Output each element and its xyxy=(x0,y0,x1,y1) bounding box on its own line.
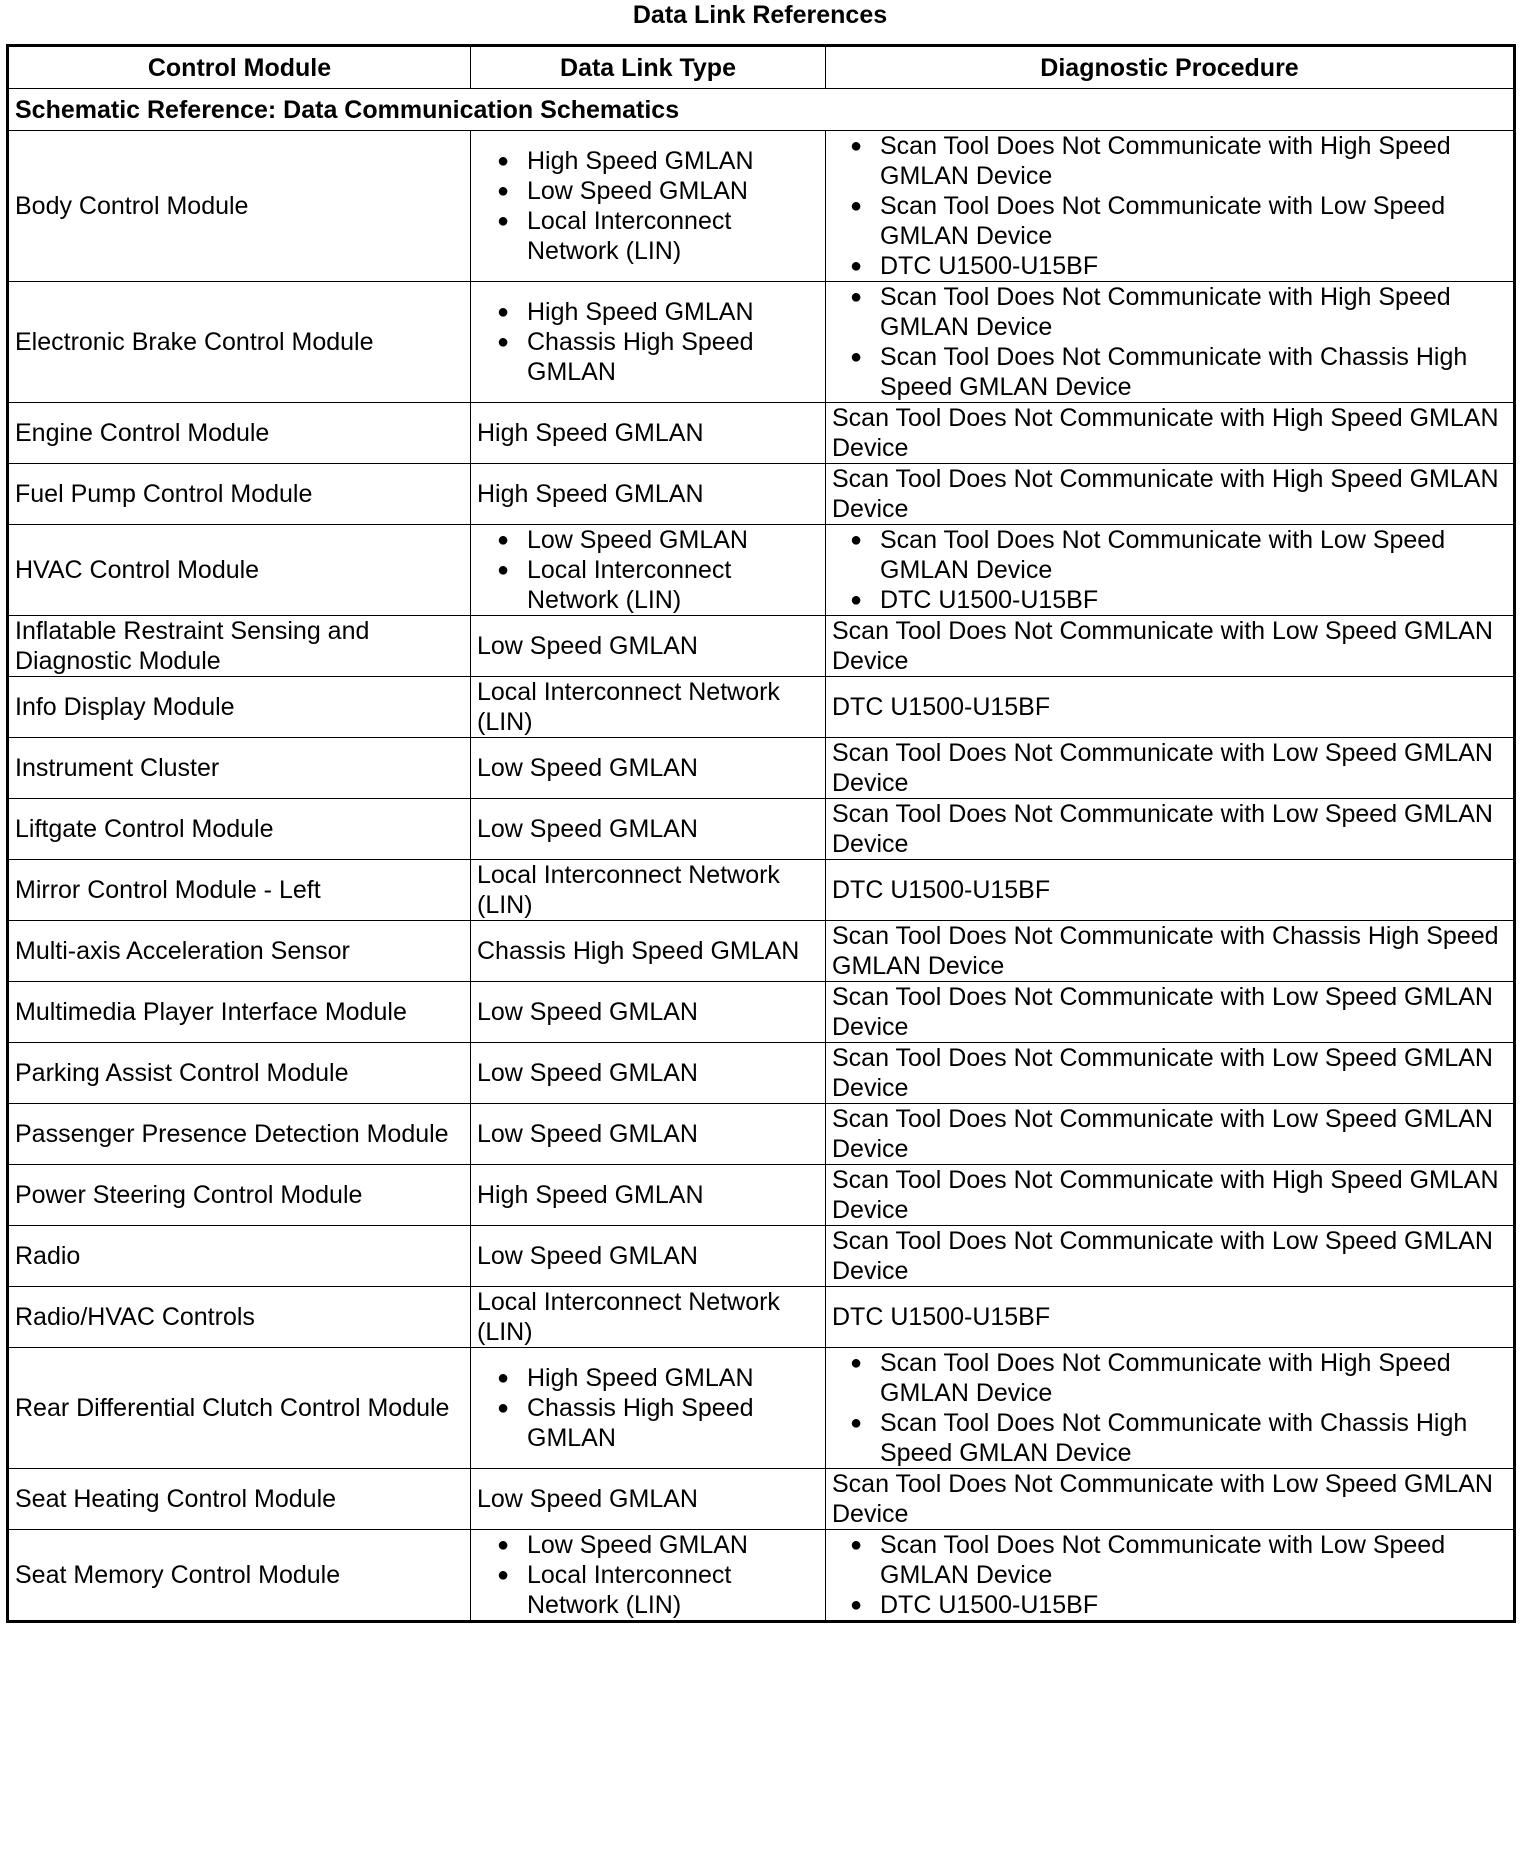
diagnostic-procedure-cell: Scan Tool Does Not Communicate with Low Speed GMLAN Device xyxy=(826,799,1515,860)
table-row xyxy=(8,677,1515,738)
bullet-item: ● DTC U1500-U15BF xyxy=(850,1590,1507,1620)
control-module-cell: Rear Differential Clutch Control Module xyxy=(8,1348,471,1469)
data-link-type-cell: High Speed GMLAN xyxy=(471,403,826,464)
header-diagnostic-procedure: Diagnostic Procedure xyxy=(826,46,1515,89)
control-module-cell: Seat Memory Control Module xyxy=(8,1530,471,1622)
control-module-cell: Mirror Control Module - Left xyxy=(8,860,471,921)
header-row xyxy=(8,46,1515,89)
bullet-item: ● Local Interconnect Network (LIN) xyxy=(497,555,819,615)
control-module-cell: Instrument Cluster xyxy=(8,738,471,799)
data-link-type-cell xyxy=(471,282,826,403)
bullet-list xyxy=(477,1530,819,1620)
bullet-item: ● Chassis High Speed GMLAN xyxy=(497,327,819,387)
diagnostic-procedure-cell: Scan Tool Does Not Communicate with Low Speed GMLAN Device xyxy=(826,1226,1515,1287)
diagnostic-procedure-cell: Scan Tool Does Not Communicate with Low Speed GMLAN Device xyxy=(826,982,1515,1043)
diagnostic-procedure-cell: DTC U1500-U15BF xyxy=(826,1287,1515,1348)
diagnostic-procedure-cell: Scan Tool Does Not Communicate with Low Speed GMLAN Device xyxy=(826,1104,1515,1165)
control-module-cell: Radio xyxy=(8,1226,471,1287)
bullet-item: ● Scan Tool Does Not Communicate with High Speed GMLAN Device xyxy=(850,1348,1507,1408)
bullet-list xyxy=(832,525,1507,615)
diagnostic-procedure-cell xyxy=(826,282,1515,403)
bullet-item: ● Low Speed GMLAN xyxy=(497,176,819,206)
diagnostic-procedure-cell xyxy=(826,1348,1515,1469)
table-row xyxy=(8,131,1515,282)
table-row xyxy=(8,1104,1515,1165)
bullet-list xyxy=(477,1363,819,1453)
control-module-cell: Engine Control Module xyxy=(8,403,471,464)
control-module-cell: Power Steering Control Module xyxy=(8,1165,471,1226)
bullet-list xyxy=(832,131,1507,281)
data-link-type-cell: High Speed GMLAN xyxy=(471,1165,826,1226)
bullet-list xyxy=(832,282,1507,402)
diagnostic-procedure-cell: Scan Tool Does Not Communicate with High Speed GMLAN Device xyxy=(826,464,1515,525)
bullet-item: ● Scan Tool Does Not Communicate with High Speed GMLAN Device xyxy=(850,282,1507,342)
bullet-item: ● Scan Tool Does Not Communicate with Chassis High Speed GMLAN Device xyxy=(850,1408,1507,1468)
table-row xyxy=(8,616,1515,677)
bullet-item: ● Scan Tool Does Not Communicate with Low Speed GMLAN Device xyxy=(850,525,1507,585)
data-link-type-cell xyxy=(471,1348,826,1469)
section-row xyxy=(8,89,1515,131)
bullet-list xyxy=(832,1530,1507,1620)
bullet-item: ● Chassis High Speed GMLAN xyxy=(497,1393,819,1453)
diagnostic-procedure-cell: DTC U1500-U15BF xyxy=(826,677,1515,738)
table-row xyxy=(8,1165,1515,1226)
header-data-link-type: Data Link Type xyxy=(471,46,826,89)
bullet-item: ● DTC U1500-U15BF xyxy=(850,251,1507,281)
control-module-cell: Radio/HVAC Controls xyxy=(8,1287,471,1348)
diagnostic-procedure-cell xyxy=(826,1530,1515,1622)
diagnostic-procedure-cell: Scan Tool Does Not Communicate with Low Speed GMLAN Device xyxy=(826,738,1515,799)
data-link-type-cell: Low Speed GMLAN xyxy=(471,738,826,799)
control-module-cell: Parking Assist Control Module xyxy=(8,1043,471,1104)
diagnostic-procedure-cell: Scan Tool Does Not Communicate with High Speed GMLAN Device xyxy=(826,403,1515,464)
diagnostic-procedure-cell: DTC U1500-U15BF xyxy=(826,860,1515,921)
table-row xyxy=(8,1043,1515,1104)
data-link-type-cell: Local Interconnect Network (LIN) xyxy=(471,860,826,921)
diagnostic-procedure-cell xyxy=(826,131,1515,282)
table-row xyxy=(8,860,1515,921)
data-link-type-cell xyxy=(471,1530,826,1622)
data-link-type-cell: High Speed GMLAN xyxy=(471,464,826,525)
control-module-cell: Fuel Pump Control Module xyxy=(8,464,471,525)
bullet-item: ● Low Speed GMLAN xyxy=(497,1530,819,1560)
data-link-type-cell: Low Speed GMLAN xyxy=(471,1226,826,1287)
table-row xyxy=(8,738,1515,799)
diagnostic-procedure-cell: Scan Tool Does Not Communicate with High Speed GMLAN Device xyxy=(826,1165,1515,1226)
table-row xyxy=(8,1530,1515,1622)
data-link-type-cell xyxy=(471,525,826,616)
bullet-item: ● Scan Tool Does Not Communicate with Low Speed GMLAN Device xyxy=(850,191,1507,251)
bullet-item: ● Scan Tool Does Not Communicate with Chassis High Speed GMLAN Device xyxy=(850,342,1507,402)
bullet-item: ● Scan Tool Does Not Communicate with High Speed GMLAN Device xyxy=(850,131,1507,191)
diagnostic-procedure-cell: Scan Tool Does Not Communicate with Chassis High Speed GMLAN Device xyxy=(826,921,1515,982)
table-title: Data Link References xyxy=(632,1,888,29)
table-row xyxy=(8,464,1515,525)
bullet-item: ● High Speed GMLAN xyxy=(497,1363,819,1393)
data-link-type-cell: Chassis High Speed GMLAN xyxy=(471,921,826,982)
table-row xyxy=(8,282,1515,403)
control-module-cell: Seat Heating Control Module xyxy=(8,1469,471,1530)
table-row xyxy=(8,1287,1515,1348)
bullet-item: ● Scan Tool Does Not Communicate with Low Speed GMLAN Device xyxy=(850,1530,1507,1590)
diagnostic-procedure-cell xyxy=(826,525,1515,616)
table-row xyxy=(8,1348,1515,1469)
data-link-type-cell: Low Speed GMLAN xyxy=(471,799,826,860)
bullet-item: ● Local Interconnect Network (LIN) xyxy=(497,1560,819,1620)
table-row xyxy=(8,403,1515,464)
data-link-type-cell: Low Speed GMLAN xyxy=(471,982,826,1043)
control-module-cell: Passenger Presence Detection Module xyxy=(8,1104,471,1165)
bullet-list xyxy=(477,297,819,387)
bullet-item: ● Local Interconnect Network (LIN) xyxy=(497,206,819,266)
bullet-item: ● High Speed GMLAN xyxy=(497,297,819,327)
control-module-cell: Inflatable Restraint Sensing and Diagnostic Module xyxy=(8,616,471,677)
data-link-type-cell: Local Interconnect Network (LIN) xyxy=(471,677,826,738)
table-row xyxy=(8,799,1515,860)
diagnostic-procedure-cell: Scan Tool Does Not Communicate with Low Speed GMLAN Device xyxy=(826,616,1515,677)
data-link-references-table xyxy=(6,44,1516,1623)
control-module-cell: Electronic Brake Control Module xyxy=(8,282,471,403)
data-link-type-cell: Local Interconnect Network (LIN) xyxy=(471,1287,826,1348)
diagnostic-procedure-cell: Scan Tool Does Not Communicate with Low Speed GMLAN Device xyxy=(826,1043,1515,1104)
header-control-module: Control Module xyxy=(8,46,471,89)
control-module-cell: Liftgate Control Module xyxy=(8,799,471,860)
bullet-list xyxy=(477,525,819,615)
control-module-cell: Body Control Module xyxy=(8,131,471,282)
table-row xyxy=(8,1226,1515,1287)
table-row xyxy=(8,1469,1515,1530)
bullet-list xyxy=(832,1348,1507,1468)
data-link-type-cell xyxy=(471,131,826,282)
diagnostic-procedure-cell: Scan Tool Does Not Communicate with Low Speed GMLAN Device xyxy=(826,1469,1515,1530)
table-row xyxy=(8,921,1515,982)
data-link-type-cell: Low Speed GMLAN xyxy=(471,1043,826,1104)
control-module-cell: Info Display Module xyxy=(8,677,471,738)
table-row xyxy=(8,982,1515,1043)
data-link-type-cell: Low Speed GMLAN xyxy=(471,1104,826,1165)
bullet-item: ● Low Speed GMLAN xyxy=(497,525,819,555)
control-module-cell: HVAC Control Module xyxy=(8,525,471,616)
control-module-cell: Multi-axis Acceleration Sensor xyxy=(8,921,471,982)
data-link-type-cell: Low Speed GMLAN xyxy=(471,1469,826,1530)
data-link-type-cell: Low Speed GMLAN xyxy=(471,616,826,677)
bullet-item: ● High Speed GMLAN xyxy=(497,146,819,176)
control-module-cell: Multimedia Player Interface Module xyxy=(8,982,471,1043)
bullet-item: ● DTC U1500-U15BF xyxy=(850,585,1507,615)
table-row xyxy=(8,525,1515,616)
schematic-reference: Schematic Reference: Data Communication Schematics xyxy=(8,89,1515,131)
bullet-list xyxy=(477,146,819,266)
